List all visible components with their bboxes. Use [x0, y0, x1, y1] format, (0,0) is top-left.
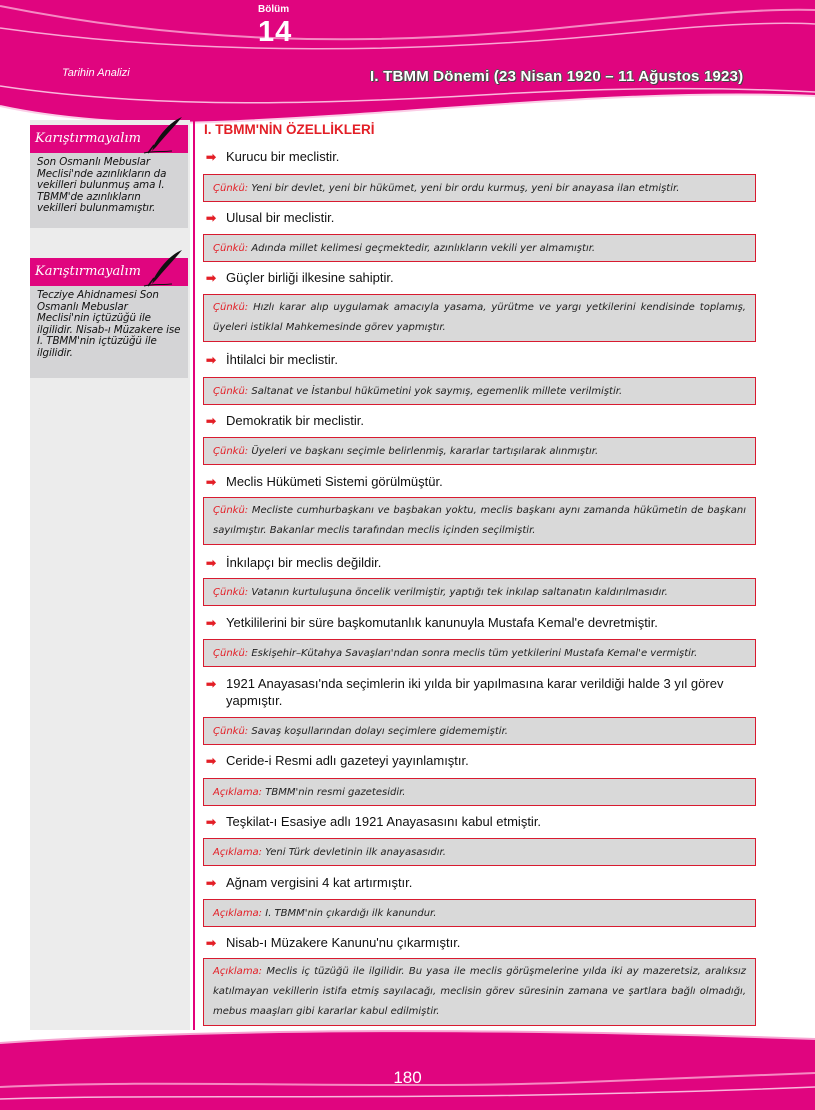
arrow-icon: ➡ — [206, 211, 217, 225]
note-text: Tecziye Ahidnamesi Son Osmanlı Mebuslar Meclisi'nin içtüzüğü ile ilgilidir. Nisab-ı Müzakere ise I. TBMM'nin içtüzüğü ile ilgilidir. — [37, 289, 181, 359]
chapter-label: Bölüm — [258, 4, 290, 15]
page-number: 180 — [393, 1068, 422, 1087]
reason-label: Çünkü: — [213, 505, 249, 516]
arrow-icon: ➡ — [206, 271, 217, 285]
reason-text: I. TBMM'nin çıkardığı ilk kanundur. — [265, 907, 437, 919]
arrow-icon: ➡ — [206, 616, 217, 630]
arrow-icon: ➡ — [206, 754, 217, 768]
reason-box — [203, 497, 756, 545]
statement: ➡ Ceride-i Resmi adlı gazeteyi yayınlamıştır. — [206, 753, 469, 768]
reason-text: Meclis iç tüzüğü ile ilgilidir. Bu yasa ile meclis görüşmelerine yılda iki ay mazeretsiz, aralıksız katılmayan vekillerin istifa etmiş sayılacağı, meclisin görev süresinin zamana ve şartlara bağlı olmadığı, mebus maaşları gibi kararlar kabul edilmiştir. — [213, 966, 746, 1017]
note-header — [30, 125, 188, 153]
reason-text: Hızlı karar alıp uygulamak amacıyla yasama, yürütme ve yargı yetkilerini kendisinde toplamış, üyeleri istiklal Mahkemesinde görev yapmıştır. — [213, 302, 746, 333]
arrow-icon: ➡ — [206, 936, 217, 950]
reason-box — [203, 437, 756, 465]
reason-box — [203, 838, 756, 866]
reason-box — [203, 899, 756, 927]
note-title: Karıştırmayalım — [35, 264, 141, 279]
reason-label: Çünkü: — [213, 725, 249, 737]
column-divider — [193, 120, 195, 1030]
reason-label: Çünkü: — [213, 302, 249, 313]
reason-label: Açıklama: — [213, 786, 263, 798]
reason-box — [203, 234, 756, 262]
reason-text: Adında millet kelimesi geçmektedir, azınlıkların vekili yer almamıştır. — [251, 242, 596, 254]
arrow-icon: ➡ — [206, 414, 217, 428]
reason-text: Üyeleri ve başkanı seçimle belirlenmiş, kararlar tartışılarak alınmıştır. — [251, 445, 599, 457]
statement: ➡ 1921 Anayasası'nda seçimlerin iki yılda bir yapılmasına karar verildiği halde 3 yıl görev yapmıştır. — [206, 676, 724, 708]
reason-label: Açıklama: — [213, 966, 263, 977]
statement: ➡ İnkılapçı bir meclis değildir. — [206, 555, 382, 570]
statement: ➡ Demokratik bir meclistir. — [206, 413, 364, 428]
reason-box — [203, 717, 756, 745]
reason-box — [203, 639, 756, 667]
statement: ➡ Nisab-ı Müzakere Kanunu'nu çıkarmıştır. — [206, 935, 461, 950]
reason-label: Çünkü: — [213, 385, 249, 397]
arrow-icon: ➡ — [206, 556, 217, 570]
reason-text: Vatanın kurtuluşuna öncelik verilmiştir, yaptığı tek inkılap saltanatın kaldırılmasıdır. — [251, 586, 668, 598]
arrow-icon: ➡ — [206, 475, 217, 489]
statement: ➡ Kurucu bir meclistir. — [206, 149, 340, 164]
reason-label: Açıklama: — [213, 846, 263, 858]
note-text: Son Osmanlı Mebuslar Meclisi'nde azınlıkların da vekilleri bulunmuş ama I. TBMM'de azınlıkların vekilleri bulunmamıştır. — [37, 156, 167, 214]
arrow-icon: ➡ — [206, 353, 217, 367]
reason-label: Çünkü: — [213, 647, 249, 659]
reason-text: Mecliste cumhurbaşkanı ve başbakan yoktu, meclis başkanı aynı zamanda hükümetin de başkanı sayılmıştır. Bakanlar meclis tarafından meclis içinden seçilmiştir. — [213, 505, 747, 536]
reason-box — [203, 377, 756, 405]
statement: ➡ Ağnam vergisini 4 kat artırmıştır. — [206, 875, 413, 890]
reason-label: Açıklama: — [213, 907, 263, 919]
reason-text: Eskişehir–Kütahya Savaşları'ndan sonra meclis tüm yetkilerini Mustafa Kemal'e vermiştir. — [251, 647, 698, 659]
statement: ➡ Ulusal bir meclistir. — [206, 210, 335, 225]
chapter-number: 14 — [258, 16, 293, 48]
reason-label: Çünkü: — [213, 182, 249, 194]
reason-box — [203, 958, 756, 1026]
statement: ➡ Yetkililerini bir süre başkomutanlık kanunuyla Mustafa Kemal'e devretmiştir. — [206, 615, 658, 630]
statement: ➡ Meclis Hükümeti Sistemi görülmüştür. — [206, 474, 443, 489]
statement: ➡ Teşkilat-ı Esasiye adlı 1921 Anayasasını kabul etmiştir. — [206, 814, 542, 829]
page-title: I. TBMM Dönemi (23 Nisan 1920 – 11 Ağustos 1923) — [370, 68, 744, 85]
reason-label: Çünkü: — [213, 586, 249, 598]
section-label: Tarihin Analizi — [62, 67, 130, 79]
arrow-icon: ➡ — [206, 150, 217, 164]
note-header — [30, 258, 188, 286]
header-banner — [0, 0, 815, 125]
reason-text: TBMM'nin resmi gazetesidir. — [265, 786, 406, 798]
arrow-icon: ➡ — [206, 677, 217, 691]
quill-icon — [142, 115, 186, 155]
reason-text: Yeni bir devlet, yeni bir hükümet, yeni bir ordu kurmuş, yeni bir anayasa ilan etmiştir. — [251, 182, 680, 194]
reason-box — [203, 778, 756, 806]
note-box — [30, 258, 188, 378]
note-box — [30, 125, 188, 228]
statement: ➡ İhtilalci bir meclistir. — [206, 352, 338, 367]
arrow-icon: ➡ — [206, 876, 217, 890]
section-heading: I. TBMM'NİN ÖZELLİKLERİ — [204, 122, 375, 137]
statement: ➡ Güçler birliği ilkesine sahiptir. — [206, 270, 394, 285]
note-title: Karıştırmayalım — [35, 131, 141, 146]
reason-box — [203, 294, 756, 342]
reason-label: Çünkü: — [213, 445, 249, 457]
reason-text: Yeni Türk devletinin ilk anayasasıdır. — [265, 846, 446, 858]
quill-icon — [142, 248, 186, 288]
reason-label: Çünkü: — [213, 242, 249, 254]
reason-box — [203, 578, 756, 606]
reason-box — [203, 174, 756, 202]
arrow-icon: ➡ — [206, 815, 217, 829]
reason-text: Saltanat ve İstanbul hükümetini yok saymış, egemenlik millete verilmiştir. — [251, 385, 623, 397]
reason-text: Savaş koşullarından dolayı seçimlere gidememiştir. — [251, 725, 508, 737]
